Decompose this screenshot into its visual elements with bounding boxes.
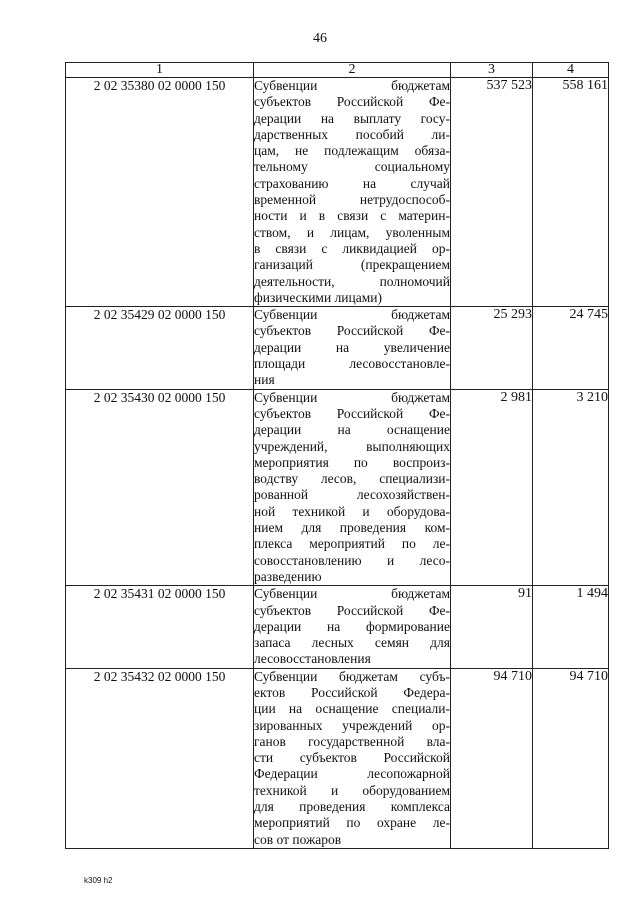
description-line: водству лесов, специализи- [254,471,450,487]
amount-col-4: 1 494 [533,586,609,668]
description-line: плекса мероприятий по ле- [254,536,450,552]
description-line: для проведения комплекса [254,799,450,815]
description-line: Федерации лесопожарной [254,766,450,782]
description-line: разведению [254,568,322,584]
description-line: Субвенции бюджетам [254,307,450,323]
column-header-2: 2 [254,63,451,78]
description-line: ной техникой и оборудова- [254,503,450,519]
page-number: 46 [313,31,327,46]
budget-description [254,307,451,389]
footer-code: k309 h2 [84,876,113,885]
budget-code: 2 02 35432 02 0000 150 [66,668,254,848]
description-line: сти субъектов Российской [254,750,450,766]
description-line: мероприятий по охране ле- [254,815,450,831]
description-line: физическими лицами) [254,289,383,305]
amount-col-4: 558 161 [533,78,609,307]
description-line: площади лесовосстановле- [254,356,450,372]
description-line: ством, и лицам, уволенным [254,224,450,240]
description-line: Субвенции бюджетам [254,78,450,93]
budget-code: 2 02 35431 02 0000 150 [66,586,254,668]
budget-code: 2 02 35430 02 0000 150 [66,389,254,586]
budget-code: 2 02 35380 02 0000 150 [66,78,254,307]
description-line: Субвенции бюджетам субъ- [254,668,450,684]
description-line: запаса лесных семян для [254,635,450,651]
amount-col-3: 25 293 [451,307,533,389]
description-line: дерации на формирование [254,618,450,634]
amount-col-3: 537 523 [451,78,533,307]
table-row [66,78,609,307]
budget-description [254,586,451,668]
amount-col-3: 91 [451,586,533,668]
description-line: совосстановлению и лесо- [254,552,450,568]
amount-col-4: 3 210 [533,389,609,586]
description-line: субъектов Российской Фе- [254,323,450,339]
description-line: ганизаций (прекращением [254,257,450,273]
description-line: в связи с ликвидацией ор- [254,240,450,256]
description-line: тельному социальному [254,159,450,175]
description-line: ции на оснащение специали- [254,701,450,717]
amount-col-3: 94 710 [451,668,533,848]
column-header-4: 4 [533,63,609,78]
description-line: Субвенции бюджетам [254,389,450,405]
description-line: лесовосстановления [254,651,371,667]
description-line: Субвенции бюджетам [254,586,450,602]
budget-description [254,668,451,848]
table-row [66,586,609,668]
description-line: деятельности, полномочий [254,273,450,289]
description-line: субъектов Российской Фе- [254,94,450,110]
description-line: учреждений, выполняющих [254,438,450,454]
budget-description [254,389,451,586]
amount-col-4: 94 710 [533,668,609,848]
budget-code: 2 02 35429 02 0000 150 [66,307,254,389]
table-row [66,389,609,586]
description-line: нием для проведения ком- [254,520,450,536]
description-line: рованной лесохозяйствен- [254,487,450,503]
description-line: мероприятия по воспроиз- [254,454,450,470]
table-header-row [66,63,609,78]
table-row [66,668,609,848]
description-line: ности и в связи с материн- [254,208,450,224]
description-line: сов от пожаров [254,831,342,847]
description-line: временной нетрудоспособ- [254,192,450,208]
description-line: ектов Российской Федера- [254,684,450,700]
description-line: субъектов Российской Фе- [254,405,450,421]
description-line: зированных учреждений ор- [254,717,450,733]
column-header-3: 3 [451,63,533,78]
amount-col-3: 2 981 [451,389,533,586]
description-line: дерации на выплату госу- [254,110,450,126]
description-line: техникой и оборудованием [254,782,450,798]
description-line: ганов государственной вла- [254,733,450,749]
description-line: дерации на увеличение [254,339,450,355]
column-header-1: 1 [66,63,254,78]
description-line: субъектов Российской Фе- [254,602,450,618]
amount-col-4: 24 745 [533,307,609,389]
description-line: дарственных пособий ли- [254,126,450,142]
description-line: ния [254,372,275,388]
description-line: страхованию на случай [254,175,450,191]
table-row [66,307,609,389]
description-line: цам, не подлежащим обяза- [254,143,450,159]
description-line: дерации на оснащение [254,422,450,438]
budget-table [65,62,609,849]
budget-description [254,78,451,307]
